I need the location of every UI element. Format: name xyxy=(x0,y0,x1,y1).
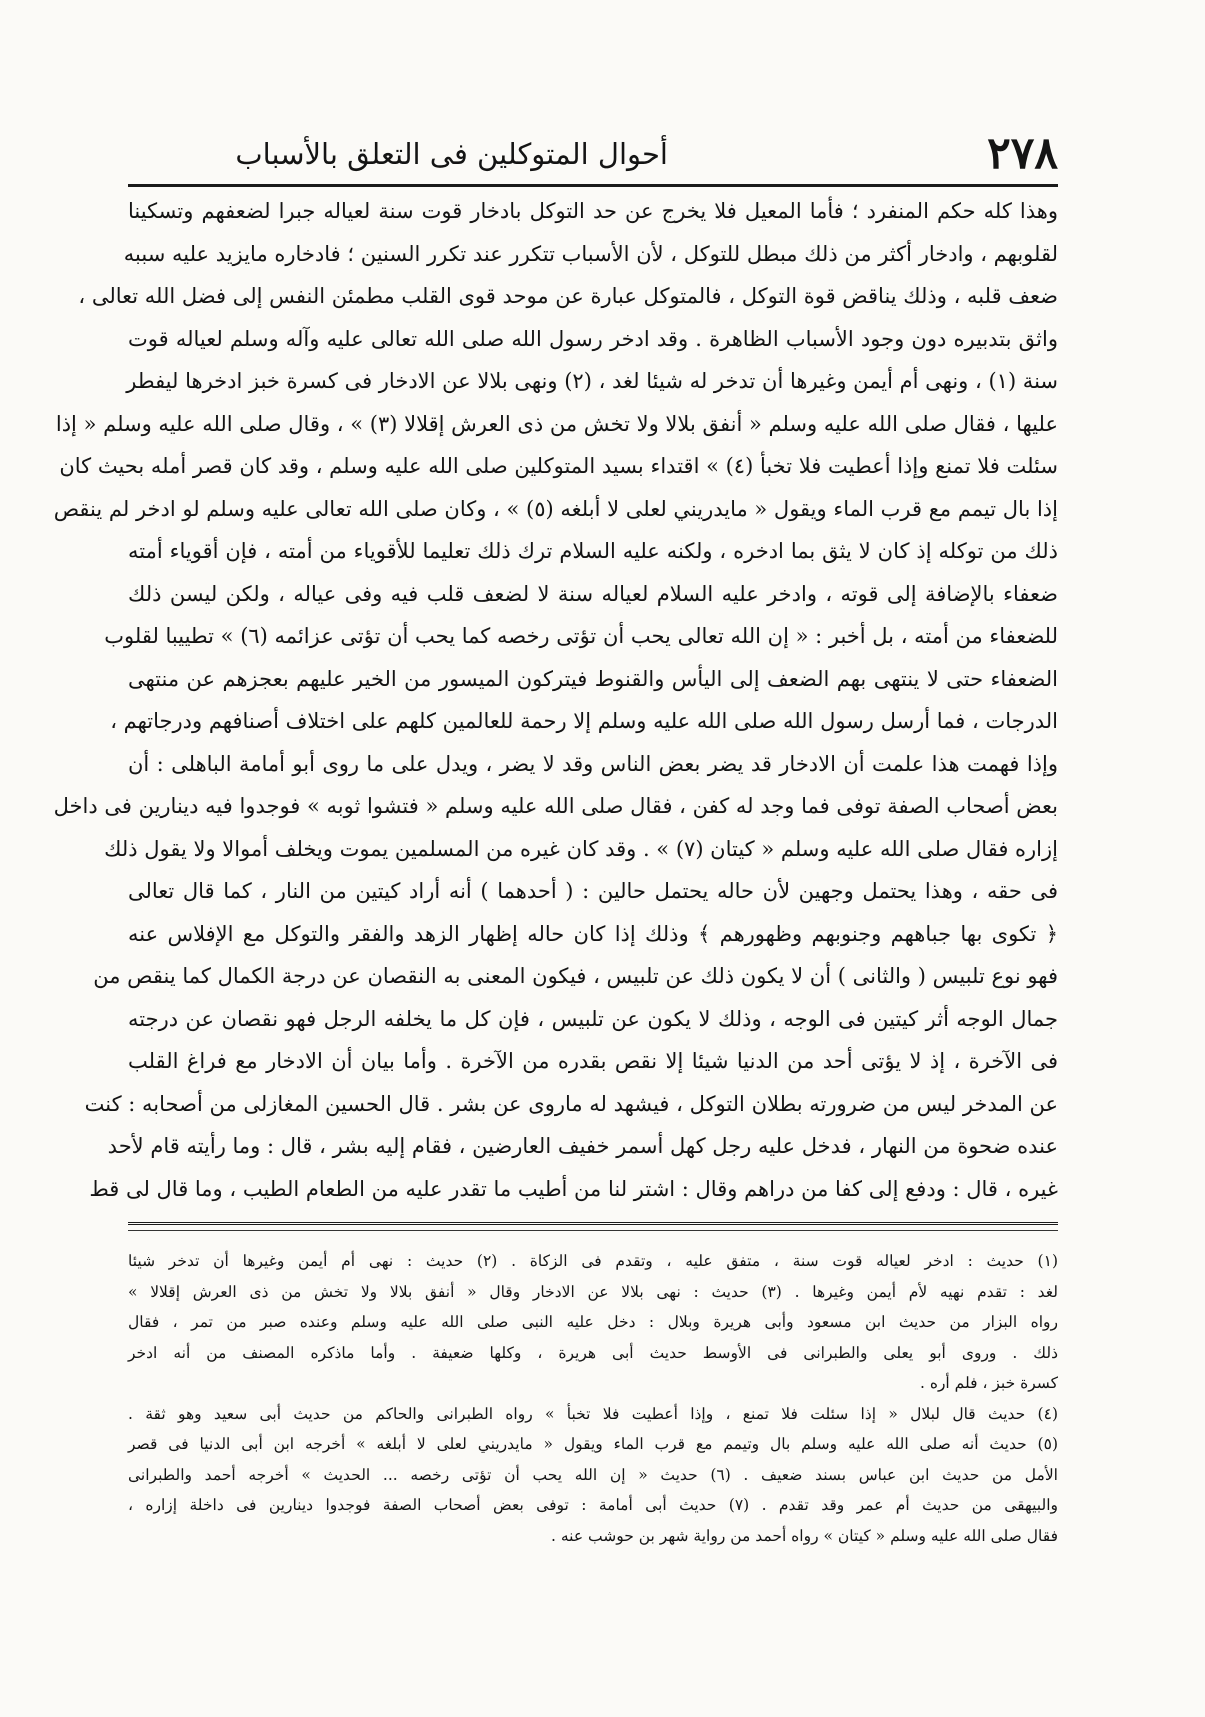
text-line: جمال الوجه أثر كيتين فى الوجه ، وذلك لا يكون عن تلبيس ، فإن كل ما يخلفه الرجل فهو نقصان عن درجته xyxy=(128,1006,1058,1031)
footnote-line: فقال صلى الله عليه وسلم « كيتان » رواه أحمد من رواية شهر بن حوشب عنه . xyxy=(551,1526,1058,1545)
text-line: ذلك من توكله إذ كان لا يثق بما ادخره ، ولكنه عليه السلام ترك ذلك تعليما للأقوياء من أمته ، فإن أقوياء أمته xyxy=(128,539,1058,563)
page-header xyxy=(128,128,1058,180)
text-line: عنده ضحوة من النهار ، فدخل عليه رجل كهل أسمر خفيف العارضين ، فقام إليه بشر ، قال : وما رأيته قام لأحد xyxy=(107,1134,1058,1158)
footnote-line: لغد : تقدم نهيه لأم أيمن وغيرها . (٣) حديث : نهى بلالا عن الادخار وقال « أنفق بلالا ولا تخش من ذى العرش إقلالا » xyxy=(128,1282,1058,1301)
text-line: ضعفاء بالإضافة إلى قوته ، وادخر عليه السلام لعياله سنة لا لضعف قلب فيه وفى عياله ، ولكن ليسن ذلك xyxy=(128,581,1058,606)
text-line: الدرجات ، فما أرسل رسول الله صلى الله عليه وسلم إلا رحمة للعالمين كلهم على اختلاف أصنافهم ودرجاتهم ، xyxy=(110,709,1058,733)
footnote-line: (٥) حديث أنه صلى الله عليه وسلم بال وتيمم مع قرب الماء ويقول « مايدريني لعلى لا أبلغه » أخرجه ابن أبى الدنيا فى قصر xyxy=(128,1435,1058,1453)
text-line: وإذا فهمت هذا علمت أن الادخار قد يضر بعض الناس وقد لا يضر ، ويدل على ما روى أبو أمامة الباهلى : أن xyxy=(128,751,1058,776)
text-line: إزاره فقال صلى الله عليه وسلم « كيتان (٧) » . وقد كان غيره من المسلمين يموت ويخلف أموالا ولا يقول ذلك xyxy=(104,836,1058,861)
footnote-separator xyxy=(128,1222,1058,1225)
text-line: إذا بال تيمم مع قرب الماء ويقول « مايدريني لعلى لا أبلغه (٥) » ، وكان صلى الله تعالى عليه وسلم لو ادخر لم ينقص xyxy=(53,496,1058,521)
page-number: ٢٧٨ xyxy=(987,128,1058,179)
text-line: فهو نوع تلبيس ( والثانى ) أن لا يكون ذلك عن تلبيس ، فيكون المعنى به النقصان عن درجة الكمال كما ينقص من xyxy=(93,964,1058,988)
footnotes xyxy=(128,1246,1058,1551)
text-line: وهذا كله حكم المنفرد ؛ فأما المعيل فلا يخرج عن حد التوكل بادخار قوت سنة لعياله جبرا لضعفهم وتسكينا xyxy=(128,199,1058,223)
main-text xyxy=(53,190,1058,1210)
text-line: بعض أصحاب الصفة توفى فما وجد له كفن ، فقال صلى الله عليه وسلم « فتشوا ثوبه » فوجدوا فيه دينارين فى داخل xyxy=(53,794,1058,818)
header-rule xyxy=(128,184,1058,187)
footnote-line: (٤) حديث قال لبلال « إذا سئلت فلا تمنع ، وإذا أعطيت فلا تخبأ » رواه الطبرانى والحاكم من حديث أبى سعيد وهو ثقة . xyxy=(128,1404,1058,1423)
footnote-line: الأمل من حديث ابن عباس بسند ضعيف . (٦) حديث « إن الله يحب أن تؤتى رخصه ... الحديث » أخرجه أحمد والطبرانى xyxy=(128,1465,1058,1484)
footnote-line: (١) حديث : ادخر لعياله قوت سنة ، متفق عليه ، وتقدم فى الزكاة . (٢) حديث : نهى أم أيمن وغيرها أن تدخر شيئا xyxy=(128,1252,1058,1270)
text-line: الضعفاء حتى لا ينتهى بهم الضعف إلى اليأس والقنوط فيتركون الميسور من الخير عليهم بعجزهم عن منتهى xyxy=(128,666,1058,691)
text-line: للضعفاء من أمته ، بل أخبر : « إن الله تعالى يحب أن تؤتى رخصه كما يحب أن تؤتى عزائمه (٦) » تطييبا لقلوب xyxy=(104,624,1058,648)
footnote-line: والبيهقى من حديث أم عمر وقد تقدم . (٧) حديث أبى أمامة : توفى بعض أصحاب الصفة فوجدوا دينارين فى داخلة إزاره ، xyxy=(128,1496,1058,1514)
footnote-line: كسرة خبز ، فلم أره . xyxy=(919,1374,1058,1392)
text-line: ﴿ تكوى بها جباههم وجنوبهم وظهورهم ﴾ وذلك إذا كان حاله إظهار الزهد والفقر والتوكل مع الإفلاس عنه xyxy=(128,921,1058,946)
text-line: سنة (١) ، ونهى أم أيمن وغيرها أن تدخر له شيئا لغد ، (٢) ونهى بلالا عن الادخار فى كسرة خبز ادخرها ليفطر xyxy=(126,369,1058,393)
text-line: عن المدخر ليس من ضرورته بطلان التوكل ، فيشهد له ماروى عن بشر . قال الحسين المغازلى من أصحابه : كنت xyxy=(84,1091,1058,1116)
text-line: لقلوبهم ، وادخار أكثر من ذلك مبطل للتوكل ، لأن الأسباب تتكرر عند تكرر السنين ؛ فادخاره مايزيد عليه سببه xyxy=(123,241,1058,266)
text-line: واثق بتدبيره دون وجود الأسباب الظاهرة . وقد ادخر رسول الله صلى الله تعالى عليه وآله وسلم لعياله قوت xyxy=(128,326,1058,351)
text-line: عليها ، فقال صلى الله عليه وسلم « أنفق بلالا ولا تخش من ذى العرش إقلالا (٣) » ، وقال صلى الله عليه وسلم « إذا xyxy=(55,411,1058,436)
text-line: غيره ، قال : ودفع إلى كفا من دراهم وقال : اشتر لنا من أطيب ما تقدر عليه من الطعام الطيب ، وما قال لى قط xyxy=(89,1176,1058,1201)
text-line: فى الآخرة ، إذ لا يؤتى أحد من الدنيا شيئا إلا نقص بقدره من الآخرة . وأما بيان أن الادخار مع فراغ القلب xyxy=(128,1049,1058,1073)
text-line: سئلت فلا تمنع وإذا أعطيت فلا تخبأ (٤) » اقتداء بسيد المتوكلين صلى الله عليه وسلم ، وقد كان قصر أمله بحيث كان xyxy=(59,454,1058,478)
running-title: أحوال المتوكلين فى التعلق بالأسباب xyxy=(235,137,668,171)
footnote-line: ذلك . وروى أبو يعلى والطبرانى فى الأوسط حديث أبى هريرة ، وكلها ضعيفة . وأما ماذكره المصنف من أنه ادخر xyxy=(128,1343,1058,1362)
footnote-line: رواه البزار من حديث ابن مسعود وأبى هريرة وبلال : دخل عليه النبى صلى الله عليه وسلم وعنده صبر من تمر ، فقال xyxy=(128,1313,1058,1331)
text-line: فى حقه ، وهذا يحتمل وجهين لأن حاله يحتمل حالين : ( أحدهما ) أنه أراد كيتين من النار ، كما قال تعالى xyxy=(128,879,1058,903)
footnote-separator-thin xyxy=(128,1230,1058,1231)
text-line: ضعف قلبه ، وذلك يناقض قوة التوكل ، فالمتوكل عبارة عن موحد قوى القلب مطمئن النفس إلى فضل الله تعالى ، xyxy=(78,284,1058,308)
